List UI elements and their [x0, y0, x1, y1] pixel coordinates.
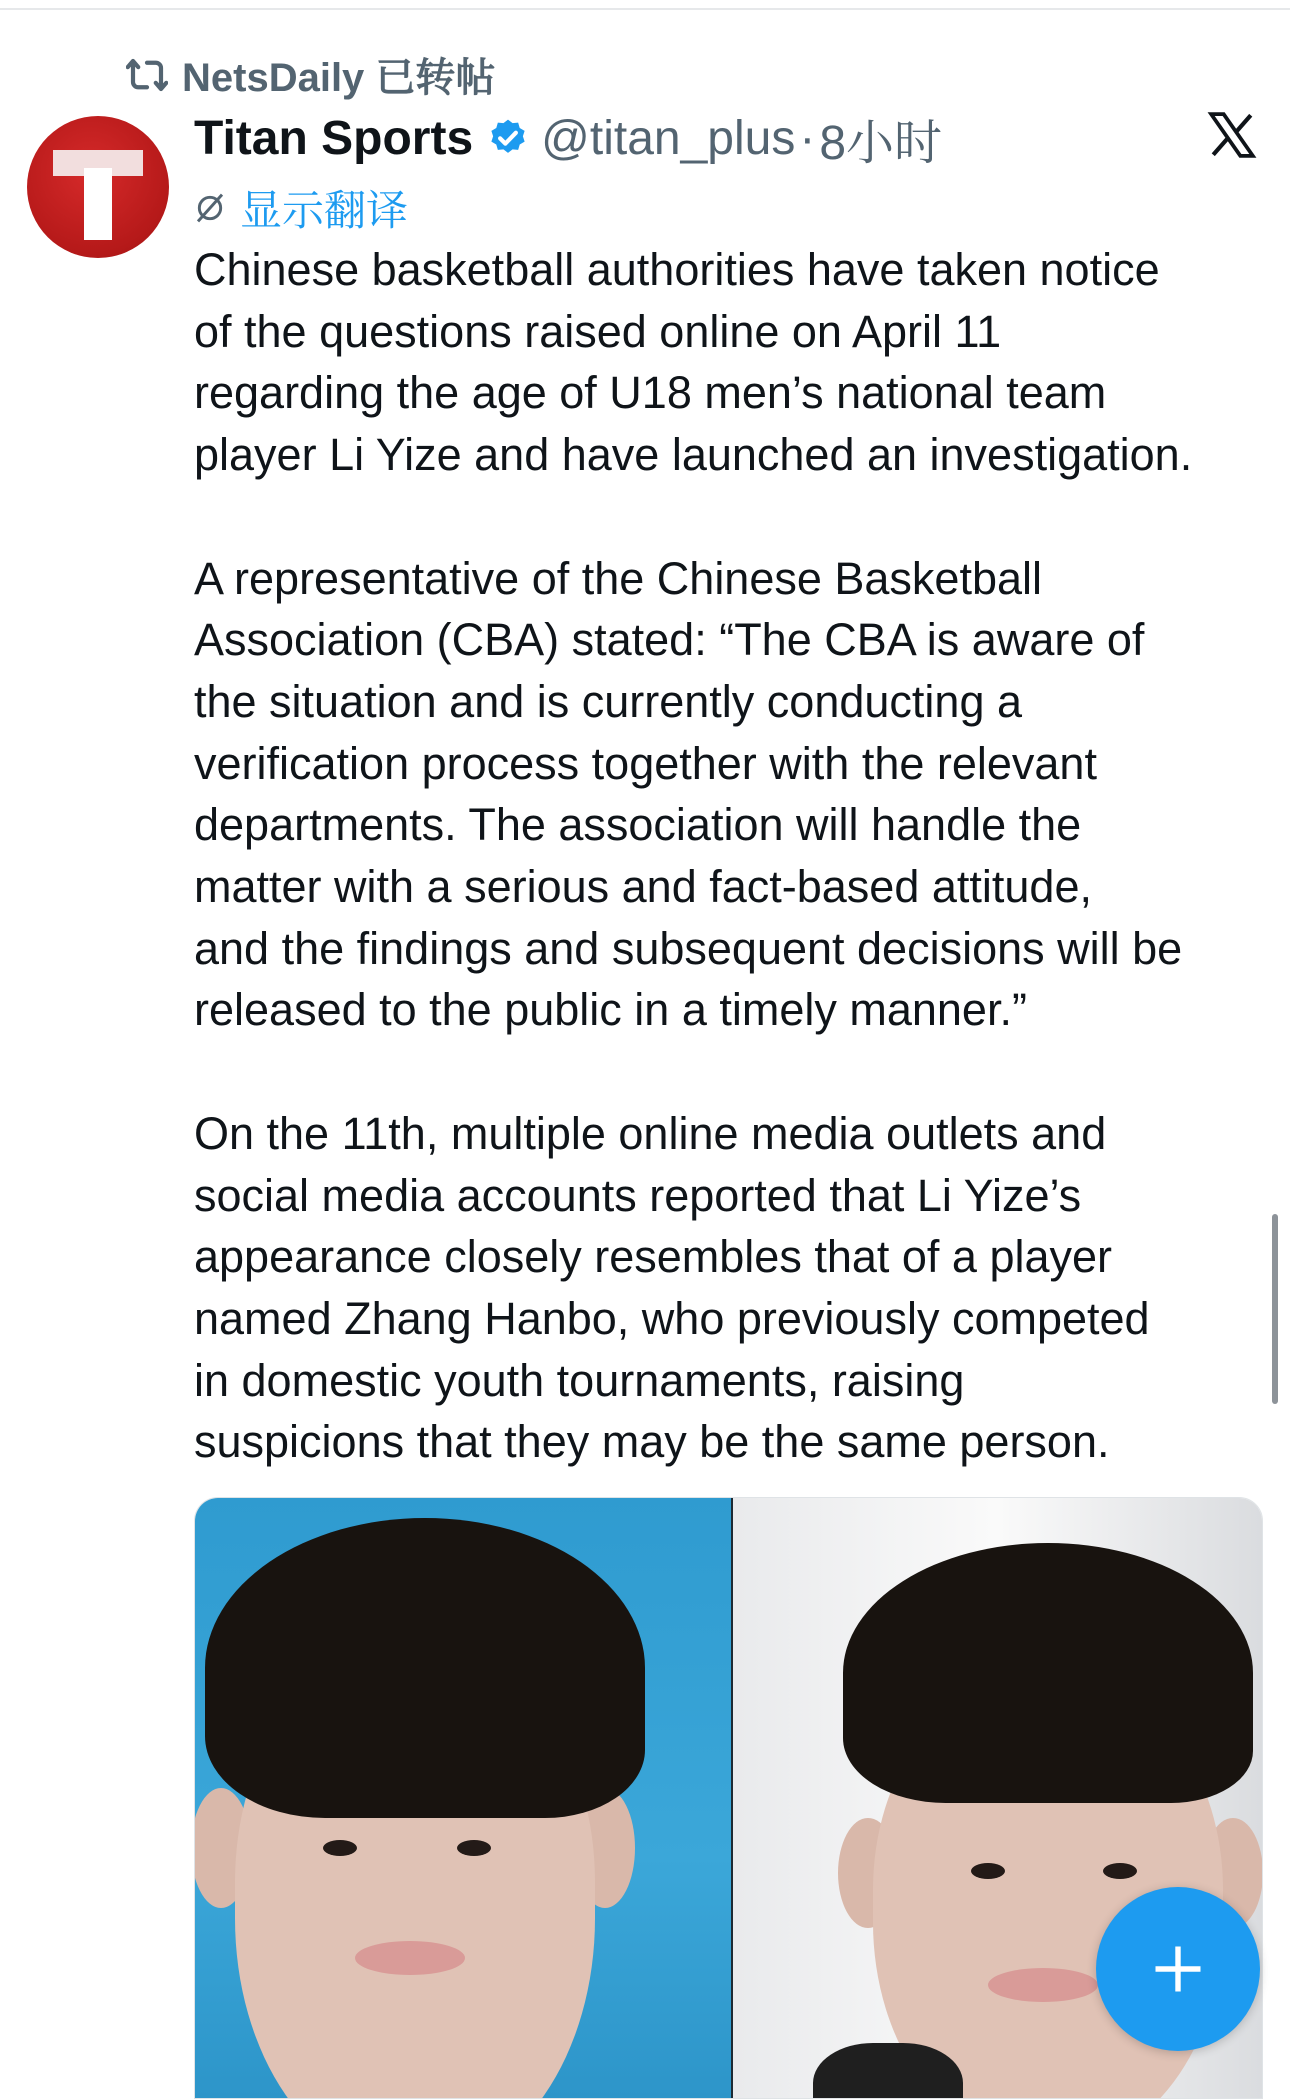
retweet-icon — [126, 57, 168, 93]
retweet-text: NetsDaily 已转帖 — [182, 56, 496, 100]
show-translation-link[interactable] — [194, 178, 408, 238]
tweet-paragraph: On the 11th, multiple online media outlets and social media accounts reported that Li Yize’s appearance closely resembles that of a player named Zhang Hanbo, who previously competed in domestic youth tournaments, raising suspicions that they may be the same person. — [194, 1107, 1150, 1468]
verified-badge-icon — [487, 117, 529, 159]
scrollbar[interactable] — [1272, 1214, 1278, 1404]
tweet-paragraph: A representative of the Chinese Basketball Association (CBA) stated: “The CBA is aware of the situation and is currently conducting a verification process together with the relevant departments. The association will handle the matter with a serious and fact-based attitude, and the findings and subsequent decisions will be released to the public in a timely manner.” — [194, 552, 1183, 1036]
header-separator: · — [799, 111, 816, 165]
tweet-media[interactable] — [194, 1497, 1263, 2099]
author-name[interactable]: Titan Sports — [194, 111, 474, 165]
tweet-time[interactable]: 8小时 — [819, 116, 943, 170]
avatar[interactable] — [27, 116, 169, 258]
tweet-paragraph: Chinese basketball authorities have taken notice of the questions raised online on April 11 regarding the age of U18 men’s national team player Li Yize and have launched an investigation. — [194, 244, 1193, 481]
photo-left[interactable] — [195, 1498, 731, 2098]
translate-icon — [194, 191, 226, 225]
plus-icon — [1151, 1942, 1205, 1996]
author-handle[interactable]: @titan_plus — [541, 111, 796, 165]
tweet-header — [194, 108, 942, 168]
top-divider — [0, 8, 1290, 10]
x-logo-icon[interactable] — [1206, 110, 1258, 160]
compose-button[interactable] — [1096, 1887, 1260, 2051]
tweet-body — [194, 239, 1274, 1535]
translate-label: 显示翻译 — [240, 187, 409, 234]
avatar-logo-stem — [84, 168, 112, 240]
retweet-context[interactable] — [126, 46, 495, 103]
